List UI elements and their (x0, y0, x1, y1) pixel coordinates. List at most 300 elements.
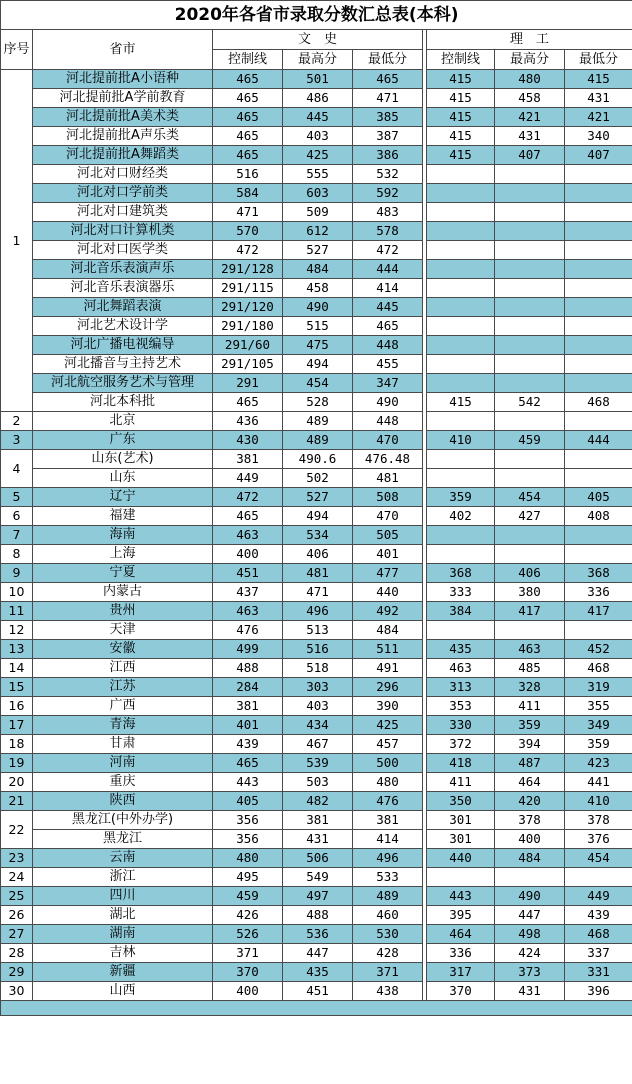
li-control-line (427, 412, 495, 431)
li-min-score: 454 (565, 849, 632, 868)
row-seq: 17 (1, 716, 33, 735)
li-control-line: 415 (427, 127, 495, 146)
table-row (1, 355, 632, 374)
row-seq: 14 (1, 659, 33, 678)
row-seq: 3 (1, 431, 33, 450)
row-province: 河北音乐表演器乐 (33, 279, 213, 298)
wen-max-score: 528 (283, 393, 353, 412)
row-province: 山西 (33, 982, 213, 1001)
footer-band-cell (1, 1001, 632, 1016)
li-min-score (565, 450, 632, 469)
wen-min-score: 471 (353, 89, 423, 108)
table-row (1, 564, 632, 583)
row-province: 青海 (33, 716, 213, 735)
li-control-line: 370 (427, 982, 495, 1001)
header-li-control: 控制线 (427, 50, 495, 70)
wen-max-score: 527 (283, 488, 353, 507)
wen-min-score: 438 (353, 982, 423, 1001)
li-min-score: 405 (565, 488, 632, 507)
li-control-line (427, 165, 495, 184)
li-control-line: 317 (427, 963, 495, 982)
li-max-score (495, 317, 565, 336)
wen-control-line: 465 (213, 108, 283, 127)
wen-max-score: 403 (283, 127, 353, 146)
table-row (1, 944, 632, 963)
li-max-score: 406 (495, 564, 565, 583)
li-max-score: 484 (495, 849, 565, 868)
li-min-score (565, 336, 632, 355)
row-province: 河北本科批 (33, 393, 213, 412)
table-row (1, 412, 632, 431)
wen-max-score: 513 (283, 621, 353, 640)
li-control-line (427, 222, 495, 241)
wen-min-score: 508 (353, 488, 423, 507)
li-min-score: 319 (565, 678, 632, 697)
li-min-score (565, 868, 632, 887)
li-control-line: 353 (427, 697, 495, 716)
li-min-score: 423 (565, 754, 632, 773)
row-seq: 24 (1, 868, 33, 887)
li-control-line: 359 (427, 488, 495, 507)
wen-max-score: 490 (283, 298, 353, 317)
wen-control-line: 465 (213, 89, 283, 108)
table-row (1, 621, 632, 640)
li-max-score: 328 (495, 678, 565, 697)
li-min-score: 407 (565, 146, 632, 165)
table-row (1, 583, 632, 602)
wen-min-score: 472 (353, 241, 423, 260)
row-province: 新疆 (33, 963, 213, 982)
row-province: 福建 (33, 507, 213, 526)
li-max-score (495, 450, 565, 469)
row-seq: 7 (1, 526, 33, 545)
li-control-line: 368 (427, 564, 495, 583)
wen-control-line: 449 (213, 469, 283, 488)
wen-max-score: 475 (283, 336, 353, 355)
row-province: 重庆 (33, 773, 213, 792)
wen-control-line: 405 (213, 792, 283, 811)
li-max-score: 380 (495, 583, 565, 602)
table-row (1, 393, 632, 412)
row-province: 云南 (33, 849, 213, 868)
wen-max-score: 482 (283, 792, 353, 811)
row-province: 河北提前批A小语种 (33, 70, 213, 89)
li-control-line: 418 (427, 754, 495, 773)
table-row (1, 963, 632, 982)
wen-min-score: 530 (353, 925, 423, 944)
wen-control-line: 370 (213, 963, 283, 982)
wen-min-score: 414 (353, 279, 423, 298)
li-control-line: 313 (427, 678, 495, 697)
table-row (1, 697, 632, 716)
wen-control-line: 488 (213, 659, 283, 678)
li-control-line: 410 (427, 431, 495, 450)
wen-max-score: 502 (283, 469, 353, 488)
table-row (1, 203, 632, 222)
li-max-score (495, 868, 565, 887)
wen-control-line: 570 (213, 222, 283, 241)
li-min-score: 408 (565, 507, 632, 526)
wen-min-score: 457 (353, 735, 423, 754)
header-li-min: 最低分 (565, 50, 632, 70)
wen-min-score: 476 (353, 792, 423, 811)
wen-max-score: 406 (283, 545, 353, 564)
li-max-score: 407 (495, 146, 565, 165)
wen-max-score: 494 (283, 355, 353, 374)
wen-control-line: 439 (213, 735, 283, 754)
wen-max-score: 539 (283, 754, 353, 773)
wen-min-score: 448 (353, 412, 423, 431)
wen-control-line: 437 (213, 583, 283, 602)
row-province: 湖南 (33, 925, 213, 944)
li-max-score (495, 336, 565, 355)
wen-control-line: 480 (213, 849, 283, 868)
row-seq: 20 (1, 773, 33, 792)
li-min-score (565, 545, 632, 564)
wen-max-score: 447 (283, 944, 353, 963)
table-row (1, 773, 632, 792)
wen-max-score: 497 (283, 887, 353, 906)
li-control-line (427, 184, 495, 203)
li-max-score: 454 (495, 488, 565, 507)
li-control-line (427, 203, 495, 222)
wen-min-score: 387 (353, 127, 423, 146)
li-max-score: 480 (495, 70, 565, 89)
li-min-score: 368 (565, 564, 632, 583)
li-max-score (495, 374, 565, 393)
wen-min-score: 425 (353, 716, 423, 735)
table-row (1, 317, 632, 336)
li-min-score: 439 (565, 906, 632, 925)
table-row (1, 792, 632, 811)
li-control-line (427, 868, 495, 887)
li-min-score: 441 (565, 773, 632, 792)
header-li-group: 理 工 (427, 30, 632, 50)
wen-min-score: 470 (353, 507, 423, 526)
li-control-line: 411 (427, 773, 495, 792)
row-province: 内蒙古 (33, 583, 213, 602)
li-min-score (565, 165, 632, 184)
wen-control-line: 356 (213, 811, 283, 830)
wen-control-line: 443 (213, 773, 283, 792)
li-max-score: 498 (495, 925, 565, 944)
table-row (1, 887, 632, 906)
row-seq: 16 (1, 697, 33, 716)
li-control-line (427, 450, 495, 469)
li-min-score: 415 (565, 70, 632, 89)
row-seq: 4 (1, 450, 33, 488)
wen-control-line: 584 (213, 184, 283, 203)
wen-max-score: 515 (283, 317, 353, 336)
wen-control-line: 451 (213, 564, 283, 583)
li-control-line (427, 260, 495, 279)
wen-max-score: 486 (283, 89, 353, 108)
wen-control-line: 526 (213, 925, 283, 944)
row-seq: 2 (1, 412, 33, 431)
li-control-line: 333 (427, 583, 495, 602)
wen-control-line: 472 (213, 241, 283, 260)
row-province: 天津 (33, 621, 213, 640)
wen-max-score: 381 (283, 811, 353, 830)
wen-max-score: 527 (283, 241, 353, 260)
row-province: 贵州 (33, 602, 213, 621)
li-min-score (565, 355, 632, 374)
wen-control-line: 472 (213, 488, 283, 507)
li-control-line: 440 (427, 849, 495, 868)
table-row (1, 165, 632, 184)
row-province: 北京 (33, 412, 213, 431)
row-province: 河北提前批A声乐类 (33, 127, 213, 146)
li-max-score: 542 (495, 393, 565, 412)
row-province: 甘肃 (33, 735, 213, 754)
wen-max-score: 458 (283, 279, 353, 298)
row-province: 宁夏 (33, 564, 213, 583)
row-seq: 12 (1, 621, 33, 640)
li-max-score (495, 545, 565, 564)
li-control-line (427, 374, 495, 393)
li-control-line: 384 (427, 602, 495, 621)
wen-min-score: 532 (353, 165, 423, 184)
row-province: 广东 (33, 431, 213, 450)
table-row (1, 89, 632, 108)
wen-control-line: 291/115 (213, 279, 283, 298)
wen-control-line: 356 (213, 830, 283, 849)
wen-max-score: 434 (283, 716, 353, 735)
wen-max-score: 555 (283, 165, 353, 184)
table-row (1, 260, 632, 279)
table-row (1, 659, 632, 678)
header-wen-group: 文 史 (213, 30, 423, 50)
row-province: 河北提前批A美术类 (33, 108, 213, 127)
row-seq: 28 (1, 944, 33, 963)
li-max-score (495, 526, 565, 545)
li-control-line: 395 (427, 906, 495, 925)
wen-control-line: 371 (213, 944, 283, 963)
wen-max-score: 451 (283, 982, 353, 1001)
wen-control-line: 465 (213, 393, 283, 412)
row-seq: 25 (1, 887, 33, 906)
li-control-line: 435 (427, 640, 495, 659)
wen-min-score: 511 (353, 640, 423, 659)
wen-control-line: 463 (213, 602, 283, 621)
li-max-score: 424 (495, 944, 565, 963)
table-row (1, 602, 632, 621)
row-province: 河北舞蹈表演 (33, 298, 213, 317)
li-min-score: 336 (565, 583, 632, 602)
li-min-score: 468 (565, 393, 632, 412)
row-province: 山东 (33, 469, 213, 488)
wen-min-score: 578 (353, 222, 423, 241)
row-seq: 13 (1, 640, 33, 659)
li-max-score (495, 203, 565, 222)
wen-control-line: 291/128 (213, 260, 283, 279)
row-province: 上海 (33, 545, 213, 564)
li-max-score: 490 (495, 887, 565, 906)
li-min-score: 410 (565, 792, 632, 811)
row-province: 陕西 (33, 792, 213, 811)
table-row (1, 431, 632, 450)
li-min-score (565, 279, 632, 298)
wen-max-score: 549 (283, 868, 353, 887)
wen-min-score: 455 (353, 355, 423, 374)
li-control-line (427, 355, 495, 374)
li-max-score (495, 621, 565, 640)
li-max-score: 378 (495, 811, 565, 830)
li-max-score (495, 260, 565, 279)
li-control-line: 350 (427, 792, 495, 811)
row-province: 河北播音与主持艺术 (33, 355, 213, 374)
wen-control-line: 291 (213, 374, 283, 393)
li-min-score: 378 (565, 811, 632, 830)
wen-max-score: 484 (283, 260, 353, 279)
li-max-score: 463 (495, 640, 565, 659)
li-min-score: 421 (565, 108, 632, 127)
wen-min-score: 296 (353, 678, 423, 697)
row-province: 河北提前批A舞蹈类 (33, 146, 213, 165)
wen-max-score: 481 (283, 564, 353, 583)
wen-min-score: 347 (353, 374, 423, 393)
li-control-line: 463 (427, 659, 495, 678)
table-row (1, 507, 632, 526)
table-row (1, 241, 632, 260)
li-max-score: 417 (495, 602, 565, 621)
wen-min-score: 448 (353, 336, 423, 355)
wen-control-line: 436 (213, 412, 283, 431)
wen-control-line: 499 (213, 640, 283, 659)
li-max-score: 359 (495, 716, 565, 735)
wen-min-score: 460 (353, 906, 423, 925)
table-row (1, 716, 632, 735)
li-min-score: 468 (565, 925, 632, 944)
wen-max-score: 471 (283, 583, 353, 602)
wen-max-score: 496 (283, 602, 353, 621)
wen-min-score: 490 (353, 393, 423, 412)
row-province: 江西 (33, 659, 213, 678)
wen-min-score: 481 (353, 469, 423, 488)
wen-max-score: 403 (283, 697, 353, 716)
li-max-score (495, 298, 565, 317)
wen-max-score: 303 (283, 678, 353, 697)
row-seq: 29 (1, 963, 33, 982)
li-min-score (565, 298, 632, 317)
header-seq: 序号 (1, 30, 33, 70)
li-max-score: 400 (495, 830, 565, 849)
li-control-line: 415 (427, 108, 495, 127)
li-control-line: 464 (427, 925, 495, 944)
li-control-line: 415 (427, 393, 495, 412)
row-province: 黑龙江 (33, 830, 213, 849)
wen-max-score: 445 (283, 108, 353, 127)
row-province: 四川 (33, 887, 213, 906)
wen-min-score: 465 (353, 70, 423, 89)
li-control-line: 336 (427, 944, 495, 963)
li-max-score: 431 (495, 982, 565, 1001)
wen-control-line: 284 (213, 678, 283, 697)
li-max-score: 427 (495, 507, 565, 526)
li-control-line (427, 545, 495, 564)
li-min-score (565, 526, 632, 545)
row-seq: 10 (1, 583, 33, 602)
table-row (1, 336, 632, 355)
li-min-score (565, 222, 632, 241)
li-min-score (565, 260, 632, 279)
table-row (1, 906, 632, 925)
row-province: 广西 (33, 697, 213, 716)
wen-max-score: 467 (283, 735, 353, 754)
li-max-score (495, 222, 565, 241)
li-max-score: 373 (495, 963, 565, 982)
row-province: 湖北 (33, 906, 213, 925)
table-row (1, 849, 632, 868)
li-control-line: 415 (427, 70, 495, 89)
wen-min-score: 592 (353, 184, 423, 203)
row-seq: 15 (1, 678, 33, 697)
wen-max-score: 431 (283, 830, 353, 849)
li-min-score: 337 (565, 944, 632, 963)
table-row (1, 754, 632, 773)
li-max-score (495, 412, 565, 431)
wen-min-score: 500 (353, 754, 423, 773)
wen-control-line: 291/120 (213, 298, 283, 317)
li-max-score: 431 (495, 127, 565, 146)
wen-min-score: 390 (353, 697, 423, 716)
wen-min-score: 465 (353, 317, 423, 336)
wen-min-score: 444 (353, 260, 423, 279)
row-province: 海南 (33, 526, 213, 545)
li-max-score: 447 (495, 906, 565, 925)
li-min-score (565, 621, 632, 640)
wen-min-score: 371 (353, 963, 423, 982)
li-control-line: 330 (427, 716, 495, 735)
table-row (1, 640, 632, 659)
li-min-score (565, 203, 632, 222)
li-min-score: 331 (565, 963, 632, 982)
row-seq: 18 (1, 735, 33, 754)
li-min-score: 376 (565, 830, 632, 849)
li-max-score: 420 (495, 792, 565, 811)
wen-max-score: 503 (283, 773, 353, 792)
row-province: 江苏 (33, 678, 213, 697)
wen-max-score: 536 (283, 925, 353, 944)
row-province: 河北对口医学类 (33, 241, 213, 260)
wen-control-line: 381 (213, 450, 283, 469)
table-row (1, 545, 632, 564)
li-max-score: 459 (495, 431, 565, 450)
li-min-score (565, 469, 632, 488)
li-min-score: 349 (565, 716, 632, 735)
li-min-score (565, 317, 632, 336)
wen-min-score: 496 (353, 849, 423, 868)
row-seq: 11 (1, 602, 33, 621)
wen-max-score: 516 (283, 640, 353, 659)
wen-min-score: 483 (353, 203, 423, 222)
table-row (1, 830, 632, 849)
header-wen-max: 最高分 (283, 50, 353, 70)
wen-min-score: 385 (353, 108, 423, 127)
table-row (1, 811, 632, 830)
table-row (1, 450, 632, 469)
li-control-line (427, 241, 495, 260)
li-min-score: 431 (565, 89, 632, 108)
li-max-score (495, 184, 565, 203)
wen-min-score: 386 (353, 146, 423, 165)
li-control-line: 415 (427, 89, 495, 108)
wen-max-score: 425 (283, 146, 353, 165)
li-max-score: 411 (495, 697, 565, 716)
table-row (1, 735, 632, 754)
row-seq: 9 (1, 564, 33, 583)
wen-max-score: 506 (283, 849, 353, 868)
